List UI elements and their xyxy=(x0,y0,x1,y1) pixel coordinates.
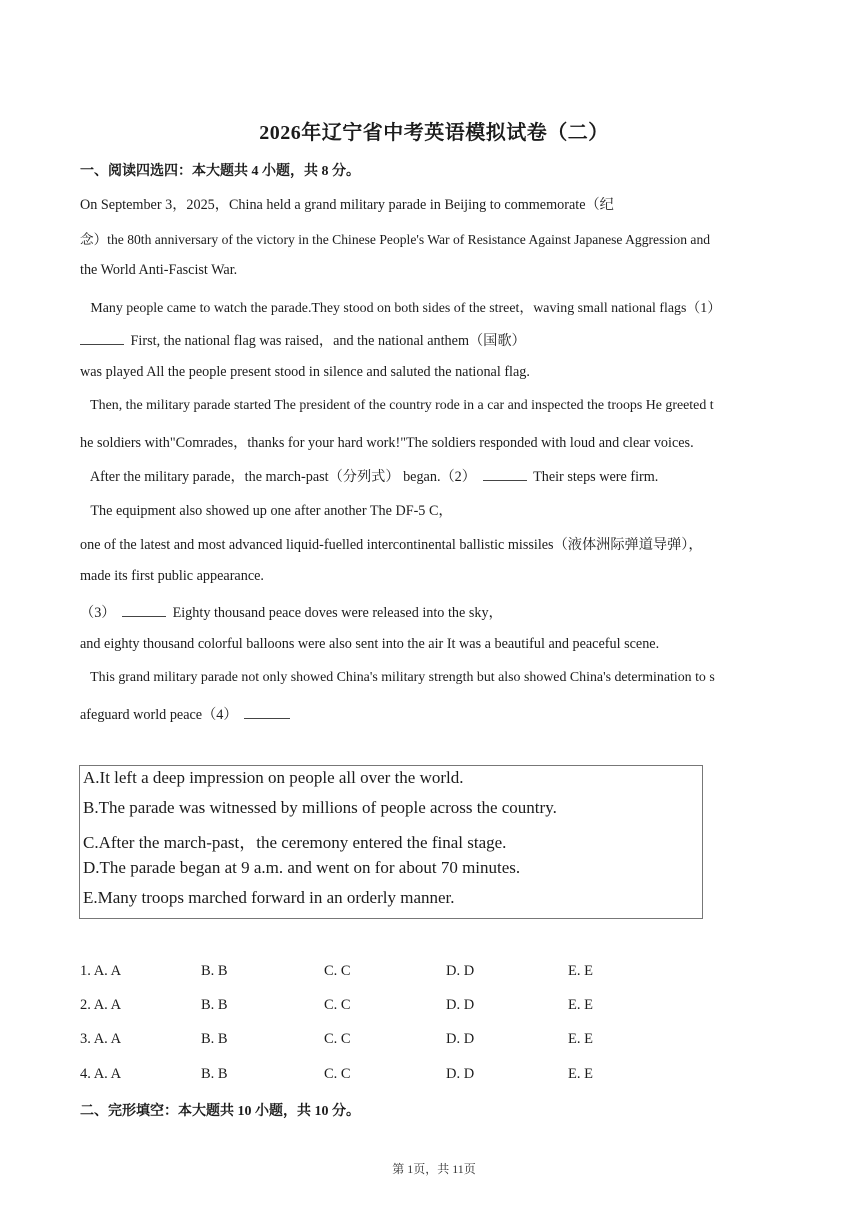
passage-text: Eighty thousand peace doves were released into the sky， xyxy=(172,605,503,621)
answer-row-4 xyxy=(80,1066,700,1088)
option-d: D.The parade began at 9 a.m. and went on for about 70 minutes. xyxy=(83,858,521,877)
option-a: A.It left a deep impression on people all over the world. xyxy=(83,768,464,787)
answer-row-2 xyxy=(80,997,700,1019)
choice-c[interactable]: C. C xyxy=(324,997,351,1013)
answer-blank-3[interactable] xyxy=(122,605,166,617)
choice-e[interactable]: E. E xyxy=(568,997,593,1013)
passage-line-with-blank xyxy=(80,466,658,486)
choice-c[interactable]: C. C xyxy=(324,963,351,979)
passage-line: one of the latest and most advanced liquid-fuelled intercontinental ballistic missiles（液体洲际弹道导弹）， xyxy=(80,537,703,553)
passage-line: Then, the military parade started The president of the country rode in a car and inspected the troops He greeted t xyxy=(80,398,714,413)
passage-line: he soldiers with"Comrades，thanks for your hard work!"The soldiers responded with loud and clear voices. xyxy=(80,435,694,451)
page-title: 2026年辽宁省中考英语模拟试卷（二） xyxy=(259,122,609,144)
choice-d[interactable]: D. D xyxy=(446,1066,475,1082)
passage-line: This grand military parade not only showed China's military strength but also showed China's determination to s xyxy=(80,670,715,685)
option-c: C.After the march-past，the ceremony entered the final stage. xyxy=(83,833,507,852)
choice-b[interactable]: B. B xyxy=(201,1031,228,1047)
choice-e[interactable]: E. E xyxy=(568,1031,593,1047)
passage-text: afeguard world peace（4） xyxy=(80,707,238,723)
choice-b[interactable]: B. B xyxy=(201,1066,228,1082)
passage-line-with-blank xyxy=(80,704,293,724)
page-footer: 第 1页，共 11页 xyxy=(392,1162,476,1176)
passage-line: 念）the 80th anniversary of the victory in the Chinese People's War of Resistance Against Japanese Aggression and xyxy=(80,232,711,247)
passage-line: Many people came to watch the parade.They stood on both sides of the street，waving small national flags（1） xyxy=(80,301,722,316)
option-b: B.The parade was witnessed by millions of people across the country. xyxy=(83,798,557,817)
choice-b[interactable]: B. B xyxy=(201,997,228,1013)
passage-text: After the military parade，the march-past（分列式） began.（2） xyxy=(80,469,476,485)
answer-row-1 xyxy=(80,963,700,985)
passage-text: Their steps were firm. xyxy=(533,469,659,485)
choice-d[interactable]: D. D xyxy=(446,997,475,1013)
choice-c[interactable]: C. C xyxy=(324,1066,351,1082)
choice-a[interactable]: 1. A. A xyxy=(80,963,122,979)
choice-a[interactable]: 3. A. A xyxy=(80,1031,122,1047)
passage-line: made its first public appearance. xyxy=(80,568,264,584)
choice-a[interactable]: 4. A. A xyxy=(80,1066,122,1082)
passage-text: （3） xyxy=(80,605,116,621)
choice-a[interactable]: 2. A. A xyxy=(80,997,122,1013)
passage-line: The equipment also showed up one after another The DF-5 C， xyxy=(80,503,453,519)
options-box xyxy=(79,765,703,919)
answer-blank-1[interactable] xyxy=(80,333,124,345)
answer-blank-2[interactable] xyxy=(483,469,527,481)
option-e: E.Many troops marched forward in an orderly manner. xyxy=(83,888,455,907)
choice-d[interactable]: D. D xyxy=(446,1031,475,1047)
answer-row-3 xyxy=(80,1031,700,1053)
passage-text: First, the national flag was raised，and the national anthem（国歌） xyxy=(130,333,526,349)
passage-line: and eighty thousand colorful balloons were also sent into the air It was a beautiful and peaceful scene. xyxy=(80,636,660,652)
passage-line: On September 3，2025，China held a grand military parade in Beijing to commemorate（纪 xyxy=(80,197,614,213)
choice-e[interactable]: E. E xyxy=(568,1066,593,1082)
passage-line-with-blank xyxy=(80,602,503,622)
choice-d[interactable]: D. D xyxy=(446,963,475,979)
passage-line: was played All the people present stood in silence and saluted the national flag. xyxy=(80,364,530,380)
section-1-heading: 一、阅读四选四：本大题共 4 小题，共 8 分。 xyxy=(80,164,360,179)
section-2-heading: 二、完形填空：本大题共 10 小题，共 10 分。 xyxy=(80,1104,360,1119)
choice-b[interactable]: B. B xyxy=(201,963,228,979)
answer-blank-4[interactable] xyxy=(244,707,290,719)
passage-line-with-blank xyxy=(80,330,526,350)
choice-c[interactable]: C. C xyxy=(324,1031,351,1047)
choice-e[interactable]: E. E xyxy=(568,963,593,979)
passage-line: the World Anti-Fascist War. xyxy=(80,262,238,278)
